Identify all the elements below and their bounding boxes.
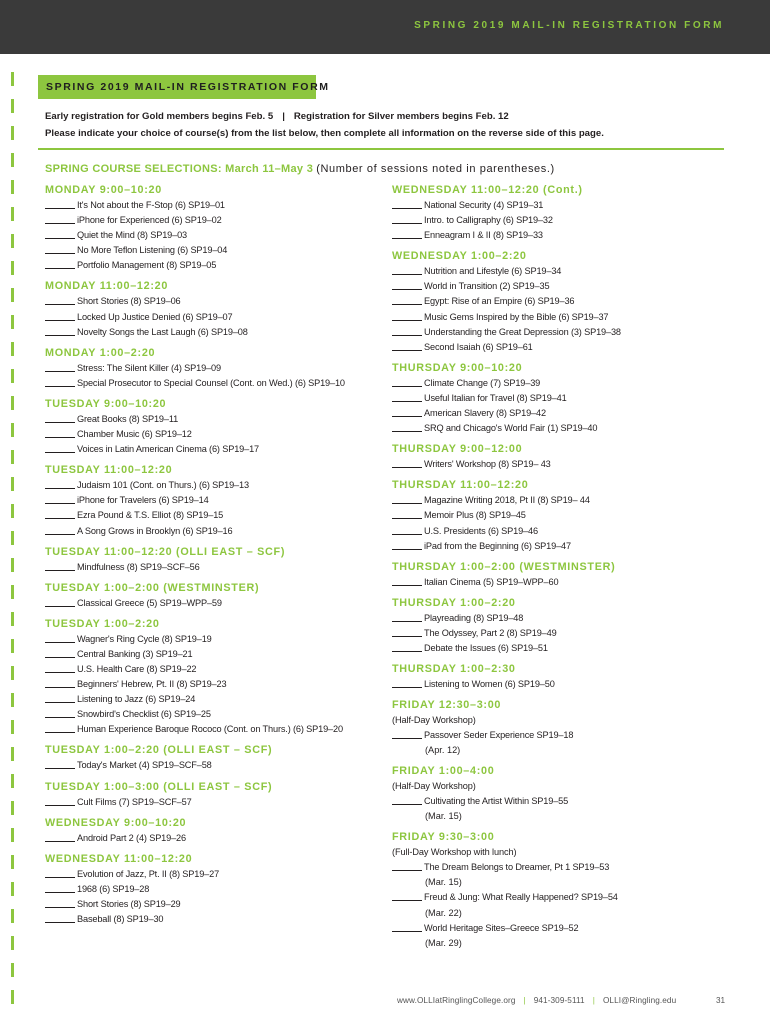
section-heading: THURSDAY 9:00–12:00 — [392, 443, 523, 456]
selection-blank[interactable] — [45, 606, 75, 607]
section-heading: MONDAY 1:00–2:20 — [45, 346, 156, 359]
course-item — [392, 294, 732, 309]
course-section — [392, 183, 732, 243]
workshop-note: (Half-Day Workshop) — [392, 781, 476, 792]
footer-website[interactable]: www.OLLIatRinglingCollege.org — [397, 996, 516, 1005]
section-heading: TUESDAY 1:00–2:00 (WESTMINSTER) — [45, 581, 260, 594]
course-label: Central Banking (3) SP19–21 — [77, 648, 193, 659]
course-label: Short Stories (8) SP19–29 — [77, 898, 181, 909]
course-date: (Mar. 15) — [425, 811, 462, 822]
course-item — [392, 279, 732, 294]
section-heading: THURSDAY 1:00–2:20 — [392, 596, 516, 609]
course-item — [45, 867, 385, 882]
selection-blank[interactable] — [45, 732, 75, 733]
selection-blank[interactable] — [392, 687, 422, 688]
selection-blank[interactable] — [45, 452, 75, 453]
silver-registration-note: Registration for Silver members begins Feb. 12 — [293, 111, 509, 122]
course-label: Cultivating the Artist Within SP19–55 — [424, 796, 569, 807]
course-item — [392, 508, 732, 523]
selection-blank[interactable] — [392, 651, 422, 652]
course-item — [392, 794, 732, 809]
course-label: Listening to Jazz (6) SP19–24 — [77, 694, 196, 705]
course-section — [392, 442, 732, 472]
selection-blank[interactable] — [45, 488, 75, 489]
selection-blank[interactable] — [45, 805, 75, 806]
course-label: Voices in Latin American Cinema (6) SP19–17 — [77, 444, 259, 455]
selection-blank[interactable] — [45, 907, 75, 908]
course-date: (Mar. 29) — [425, 937, 462, 948]
selections-note: (Number of sessions noted in parentheses.) — [316, 163, 555, 175]
selection-blank[interactable] — [392, 304, 422, 305]
course-label: Writers' Workshop (8) SP19– 43 — [424, 459, 551, 470]
course-label: Climate Change (7) SP19–39 — [424, 377, 541, 388]
course-item — [45, 361, 385, 376]
registration-edge-marks — [11, 72, 14, 1007]
course-item — [45, 596, 385, 611]
course-item — [45, 795, 385, 810]
course-label: Chamber Music (6) SP19–12 — [77, 429, 192, 440]
workshop-note: (Full-Day Workshop with lunch) — [392, 847, 517, 858]
footer-separator: | — [592, 996, 595, 1005]
course-item — [392, 457, 732, 472]
selection-blank[interactable] — [392, 350, 422, 351]
selection-blank[interactable] — [45, 437, 75, 438]
selection-blank[interactable] — [392, 900, 422, 901]
course-section — [45, 463, 385, 538]
selection-blank[interactable] — [392, 431, 422, 432]
course-item — [45, 722, 385, 737]
selection-blank[interactable] — [392, 416, 422, 417]
selection-blank[interactable] — [392, 274, 422, 275]
course-label: 1968 (6) SP19–28 — [77, 883, 150, 894]
course-item — [392, 677, 732, 692]
course-label: iPad from the Beginning (6) SP19–47 — [424, 540, 571, 551]
course-item — [45, 882, 385, 897]
section-heading: THURSDAY 9:00–10:20 — [392, 361, 523, 374]
course-section — [392, 249, 732, 355]
course-label: Listening to Women (6) SP19–50 — [424, 679, 555, 690]
course-section — [45, 816, 385, 846]
course-label: Great Books (8) SP19–11 — [77, 413, 179, 424]
selection-blank[interactable] — [392, 585, 422, 586]
course-item — [45, 692, 385, 707]
page-number: 31 — [716, 996, 726, 1005]
course-label: Stress: The Silent Killer (4) SP19–09 — [77, 362, 221, 373]
course-item — [392, 728, 732, 743]
course-section — [45, 279, 385, 339]
intro-line-2: Please indicate your choice of course(s) from the list below, then complete all information on the reverse side of this page. — [45, 128, 604, 139]
course-item — [45, 677, 385, 692]
course-item — [392, 921, 732, 936]
course-label: U.S. Health Care (8) SP19–22 — [77, 663, 197, 674]
course-item — [45, 442, 385, 457]
course-date: (Mar. 15) — [425, 877, 462, 888]
section-heading: TUESDAY 1:00–2:20 (OLLI EAST – SCF) — [45, 744, 273, 757]
course-item — [45, 310, 385, 325]
course-label: Ezra Pound & T.S. Elliot (8) SP19–15 — [77, 510, 224, 521]
footer-email[interactable]: OLLI@Ringling.edu — [602, 996, 677, 1005]
selection-blank[interactable] — [392, 804, 422, 805]
selection-blank[interactable] — [392, 636, 422, 637]
course-item — [392, 340, 732, 355]
selection-blank[interactable] — [392, 335, 422, 336]
course-label: Judaism 101 (Cont. on Thurs.) (6) SP19–13 — [77, 480, 249, 491]
selection-blank[interactable] — [392, 870, 422, 871]
course-item — [45, 831, 385, 846]
selection-blank[interactable] — [45, 922, 75, 923]
course-item — [392, 493, 732, 508]
course-label: SRQ and Chicago's World Fair (1) SP19–40 — [424, 423, 598, 434]
selection-blank[interactable] — [45, 208, 75, 209]
course-item — [45, 213, 385, 228]
course-label: World Heritage Sites–Greece SP19–52 — [424, 922, 579, 933]
section-heading: TUESDAY 9:00–10:20 — [45, 397, 167, 410]
right-course-column — [392, 183, 732, 957]
section-heading: WEDNESDAY 11:00–12:20 — [45, 852, 193, 865]
course-item — [392, 860, 732, 875]
course-item — [45, 632, 385, 647]
course-item — [45, 412, 385, 427]
selection-blank[interactable] — [45, 877, 75, 878]
left-course-column — [45, 183, 385, 933]
intro-separator: | — [282, 111, 285, 122]
course-label: National Security (4) SP19–31 — [424, 200, 544, 210]
course-section — [392, 764, 732, 824]
course-label: Classical Greece (5) SP19–WPP–59 — [77, 597, 222, 608]
course-date: (Mar. 22) — [425, 907, 462, 918]
selection-blank[interactable] — [45, 335, 75, 336]
course-item — [45, 897, 385, 912]
course-label: Android Part 2 (4) SP19–26 — [77, 832, 186, 843]
course-label: Quiet the Mind (8) SP19–03 — [77, 230, 187, 241]
section-heading: FRIDAY 12:30–3:00 — [392, 699, 502, 712]
course-label: Egypt: Rise of an Empire (6) SP19–36 — [424, 296, 575, 307]
course-section — [45, 852, 385, 927]
selection-blank[interactable] — [392, 289, 422, 290]
course-label: No More Teflon Listening (6) SP19–04 — [77, 245, 228, 256]
course-label: Nutrition and Lifestyle (6) SP19–34 — [424, 266, 562, 277]
selection-blank[interactable] — [392, 503, 422, 504]
selection-blank[interactable] — [45, 642, 75, 643]
selections-title: SPRING COURSE SELECTIONS: March 11–May 3 — [45, 163, 314, 175]
course-label: Memoir Plus (8) SP19–45 — [424, 510, 526, 521]
selection-blank[interactable] — [392, 386, 422, 387]
course-label: Italian Cinema (5) SP19–WPP–60 — [424, 576, 559, 587]
course-item — [392, 575, 732, 590]
course-label: Music Gems Inspired by the Bible (6) SP19–37 — [424, 311, 609, 322]
course-label: Enneagram I & II (8) SP19–33 — [424, 230, 543, 241]
section-heading: MONDAY 11:00–12:20 — [45, 280, 169, 293]
course-label: Freud & Jung: What Really Happened? SP19–54 — [424, 892, 618, 903]
course-label: Evolution of Jazz, Pt. II (8) SP19–27 — [77, 868, 220, 879]
course-label: Short Stories (8) SP19–06 — [77, 296, 181, 307]
section-heading: FRIDAY 1:00–4:00 — [392, 765, 495, 778]
selection-blank[interactable] — [45, 570, 75, 571]
course-item — [45, 508, 385, 523]
course-label: A Song Grows in Brooklyn (6) SP19–16 — [77, 525, 233, 536]
course-item — [45, 376, 385, 391]
selection-blank[interactable] — [45, 892, 75, 893]
section-heading: WEDNESDAY 9:00–10:20 — [45, 816, 187, 829]
selection-blank[interactable] — [45, 503, 75, 504]
selection-blank[interactable] — [45, 223, 75, 224]
course-label: Locked Up Justice Denied (6) SP19–07 — [77, 311, 233, 322]
workshop-note: (Half-Day Workshop) — [392, 715, 476, 726]
section-heading: MONDAY 9:00–10:20 — [45, 184, 162, 196]
course-item — [392, 264, 732, 279]
course-item — [392, 406, 732, 421]
course-section — [45, 743, 385, 773]
selection-blank[interactable] — [45, 841, 75, 842]
form-title: SPRING 2019 MAIL-IN REGISTRATION FORM — [46, 81, 330, 93]
course-label: Magazine Writing 2018, Pt II (8) SP19– 44 — [424, 495, 590, 506]
course-item — [45, 258, 385, 273]
selection-blank[interactable] — [45, 253, 75, 254]
selection-blank[interactable] — [45, 687, 75, 688]
course-label: World in Transition (2) SP19–35 — [424, 281, 550, 292]
section-heading: TUESDAY 1:00–2:20 — [45, 617, 160, 630]
course-section — [392, 830, 732, 950]
selection-blank[interactable] — [45, 386, 75, 387]
course-section — [45, 780, 385, 810]
selection-blank[interactable] — [45, 238, 75, 239]
course-item — [45, 662, 385, 677]
course-item — [45, 325, 385, 340]
course-section — [392, 662, 732, 692]
course-item — [392, 611, 732, 626]
course-label: Baseball (8) SP19–30 — [77, 914, 164, 924]
page-footer — [397, 996, 676, 1005]
selection-blank[interactable] — [392, 931, 422, 932]
course-label: Understanding the Great Depression (3) SP19–38 — [424, 326, 621, 337]
selection-blank[interactable] — [45, 268, 75, 269]
selection-blank[interactable] — [45, 672, 75, 673]
course-item — [45, 560, 385, 575]
selection-blank[interactable] — [392, 401, 422, 402]
section-divider — [38, 148, 724, 150]
selection-blank[interactable] — [45, 518, 75, 519]
intro-text — [45, 108, 735, 142]
section-heading: WEDNESDAY 11:00–12:20 (Cont.) — [392, 184, 583, 196]
course-section — [392, 361, 732, 436]
course-section — [392, 698, 732, 758]
course-section — [45, 183, 385, 273]
selection-blank[interactable] — [392, 223, 422, 224]
selection-blank[interactable] — [45, 657, 75, 658]
course-label: Second Isaiah (6) SP19–61 — [424, 341, 533, 352]
course-section — [392, 478, 732, 553]
course-item — [392, 641, 732, 656]
gold-registration-note: Early registration for Gold members begins Feb. 5 — [45, 111, 274, 122]
course-item — [45, 707, 385, 722]
course-item — [45, 647, 385, 662]
selection-blank[interactable] — [392, 534, 422, 535]
course-item — [45, 243, 385, 258]
section-heading: THURSDAY 11:00–12:20 — [392, 479, 529, 492]
course-item — [392, 376, 732, 391]
selection-blank[interactable] — [45, 371, 75, 372]
section-heading: WEDNESDAY 1:00–2:20 — [392, 250, 527, 263]
course-item — [392, 539, 732, 554]
selection-blank[interactable] — [45, 768, 75, 769]
selection-blank[interactable] — [392, 467, 422, 468]
course-label: Debate the Issues (6) SP19–51 — [424, 642, 548, 653]
course-section — [45, 545, 385, 575]
course-item — [392, 198, 732, 213]
course-item — [45, 294, 385, 309]
selection-blank[interactable] — [392, 518, 422, 519]
course-label: Today's Market (4) SP19–SCF–58 — [77, 760, 212, 771]
header-band — [0, 0, 770, 54]
footer-phone: 941-309-5111 — [533, 996, 585, 1005]
intro-line-1 — [45, 108, 735, 125]
course-item — [392, 890, 732, 905]
course-label: Cult Films (7) SP19–SCF–57 — [77, 796, 192, 807]
course-item — [392, 524, 732, 539]
selection-blank[interactable] — [392, 549, 422, 550]
course-section — [45, 397, 385, 457]
course-date: (Apr. 12) — [425, 745, 461, 756]
course-item — [45, 524, 385, 539]
section-heading: TUESDAY 1:00–3:00 (OLLI EAST – SCF) — [45, 780, 273, 793]
selection-blank[interactable] — [392, 208, 422, 209]
selection-blank[interactable] — [45, 717, 75, 718]
course-label: Special Prosecutor to Special Counsel (Cont. on Wed.) (6) SP19–10 — [77, 377, 345, 388]
selection-blank[interactable] — [392, 621, 422, 622]
course-label: iPhone for Experienced (6) SP19–02 — [77, 215, 222, 226]
course-selections-heading — [45, 163, 555, 175]
section-heading: FRIDAY 9:30–3:00 — [392, 831, 495, 844]
course-label: Playreading (8) SP19–48 — [424, 612, 524, 623]
course-label: Useful Italian for Travel (8) SP19–41 — [424, 392, 567, 403]
course-label: Portfolio Management (8) SP19–05 — [77, 260, 217, 271]
course-item — [45, 758, 385, 773]
course-item — [392, 228, 732, 243]
selection-blank[interactable] — [45, 702, 75, 703]
selection-blank[interactable] — [392, 738, 422, 739]
course-label: Mindfulness (8) SP19–SCF–56 — [77, 561, 200, 572]
course-section — [45, 581, 385, 611]
course-section — [392, 560, 732, 590]
selection-blank[interactable] — [45, 320, 75, 321]
selection-blank[interactable] — [392, 238, 422, 239]
course-label: Passover Seder Experience SP19–18 — [424, 730, 574, 741]
course-label: Novelty Songs the Last Laugh (6) SP19–08 — [77, 326, 248, 337]
selection-blank[interactable] — [45, 304, 75, 305]
course-label: iPhone for Travelers (6) SP19–14 — [77, 495, 209, 506]
course-label: Intro. to Calligraphy (6) SP19–32 — [424, 215, 553, 226]
course-item — [392, 626, 732, 641]
course-item — [45, 912, 385, 927]
footer-separator: | — [523, 996, 526, 1005]
form-title-box — [38, 75, 330, 99]
course-label: U.S. Presidents (6) SP19–46 — [424, 525, 538, 536]
course-item — [45, 478, 385, 493]
course-item — [392, 325, 732, 340]
course-item — [45, 493, 385, 508]
course-label: The Dream Belongs to Dreamer, Pt 1 SP19–53 — [424, 862, 610, 873]
course-item — [392, 391, 732, 406]
course-item — [392, 421, 732, 436]
course-item — [45, 198, 385, 213]
section-heading: TUESDAY 11:00–12:20 (OLLI EAST – SCF) — [45, 545, 286, 558]
course-label: American Slavery (8) SP19–42 — [424, 408, 546, 419]
selection-blank[interactable] — [45, 422, 75, 423]
course-item — [45, 427, 385, 442]
course-label: Human Experience Baroque Rococo (Cont. on Thurs.) (6) SP19–20 — [77, 724, 343, 735]
header-band-title: SPRING 2019 MAIL-IN REGISTRATION FORM — [414, 20, 724, 31]
course-label: The Odyssey, Part 2 (8) SP19–49 — [424, 627, 557, 638]
course-label: It's Not about the F-Stop (6) SP19–01 — [77, 200, 225, 210]
selection-blank[interactable] — [392, 320, 422, 321]
selection-blank[interactable] — [45, 534, 75, 535]
course-item — [45, 228, 385, 243]
section-heading: THURSDAY 1:00–2:30 — [392, 663, 516, 676]
course-label: Beginners' Hebrew, Pt. II (8) SP19–23 — [77, 679, 227, 690]
course-section — [45, 346, 385, 391]
course-item — [392, 310, 732, 325]
course-label: Wagner's Ring Cycle (8) SP19–19 — [77, 633, 212, 644]
section-heading: THURSDAY 1:00–2:00 (WESTMINSTER) — [392, 560, 616, 573]
course-label: Snowbird's Checklist (6) SP19–25 — [77, 709, 211, 720]
course-section — [392, 596, 732, 656]
section-heading: TUESDAY 11:00–12:20 — [45, 464, 173, 477]
course-section — [45, 617, 385, 738]
course-item — [392, 213, 732, 228]
